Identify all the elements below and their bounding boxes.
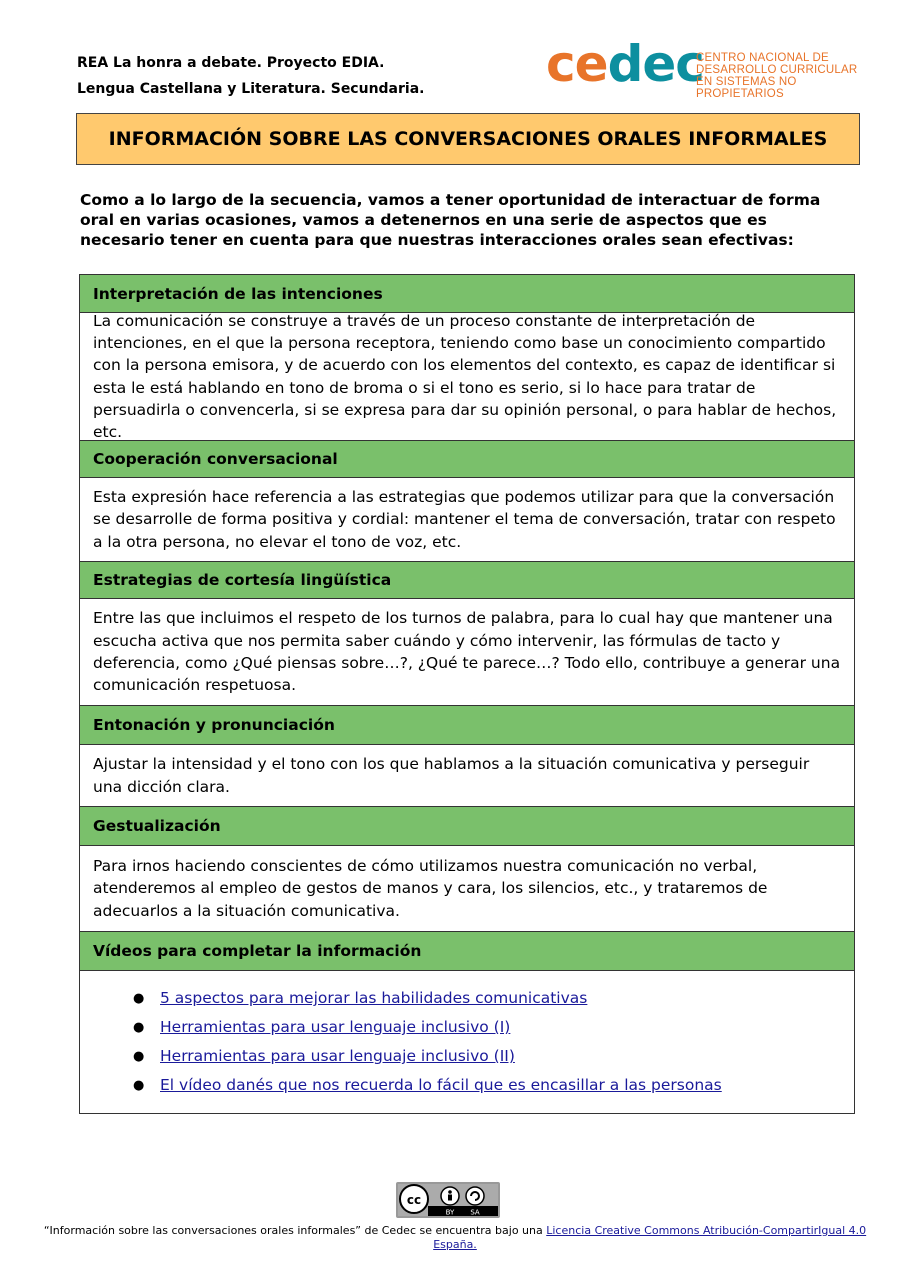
logo-word-part-2: dec	[607, 35, 704, 93]
section-heading: Entonación y pronunciación	[80, 706, 854, 745]
video-link-3[interactable]: Herramientas para usar lenguaje inclusivo (II)	[160, 1047, 515, 1065]
list-item	[133, 1013, 722, 1042]
section-heading: Estrategias de cortesía lingüística	[80, 562, 854, 599]
list-item	[133, 1071, 722, 1100]
section-body: Esta expresión hace referencia a las estrategias que podemos utilizar para que la conversación se desarrolle de forma positiva y cordial: mantener el tema de conversación, tratar con respeto a la otra persona, no elevar el tono de voz, etc.	[80, 478, 854, 562]
logo-subtitle-line-3: EN SISTEMAS NO PROPIETARIOS	[696, 76, 797, 100]
cc-by-sa-icon	[398, 1184, 498, 1216]
logo-word-part-1: ce	[546, 35, 608, 93]
section-heading: Cooperación conversacional	[80, 441, 854, 478]
intro-paragraph: Como a lo largo de la secuencia, vamos a tener oportunidad de interactuar de forma oral en varias ocasiones, vamos a detenernos en una serie de aspectos que es necesario tener en cuenta para que nuestras interacciones orales sean efectivas:	[80, 191, 821, 249]
section-heading: Interpretación de las intenciones	[80, 275, 854, 313]
video-link-4[interactable]: El vídeo danés que nos recuerda lo fácil que es encasillar a las personas	[160, 1076, 722, 1094]
logo-subtitle	[696, 52, 876, 100]
video-link-2[interactable]: Herramientas para usar lenguaje inclusivo (I)	[160, 1018, 511, 1036]
list-item	[133, 984, 722, 1013]
document-header	[77, 50, 424, 102]
info-table	[79, 274, 855, 1114]
logo-wordmark	[546, 34, 704, 94]
cedec-logo	[546, 35, 876, 100]
page-title: INFORMACIÓN SOBRE LAS CONVERSACIONES ORALES INFORMALES	[76, 113, 860, 165]
svg-text:cc: cc	[406, 1193, 422, 1207]
license-link[interactable]: Licencia Creative Commons Atribución-CompartirIgual 4.0 España.	[433, 1224, 867, 1251]
logo-subtitle-line-1: CENTRO NACIONAL DE	[696, 52, 829, 64]
cc-by-label: BY	[445, 1208, 455, 1216]
logo-subtitle-line-2: DESARROLLO CURRICULAR	[696, 64, 858, 76]
license-footer	[30, 1224, 880, 1252]
list-item	[133, 1042, 722, 1071]
section-body: Entre las que incluimos el respeto de los turnos de palabra, para lo cual hay que mantener una escucha activa que nos permita saber cuándo y cómo intervenir, las fórmulas de tacto y deferencia, como ¿Qué piensas sobre…?, ¿Qué te parece…? Todo ello, contribuye a generar una comunicación respetuosa.	[80, 599, 854, 706]
videos-heading: Vídeos para completar la información	[80, 932, 854, 971]
section-heading: Gestualización	[80, 807, 854, 846]
header-line-1: REA La honra a debate. Proyecto EDIA.	[77, 55, 385, 71]
header-line-2: Lengua Castellana y Literatura. Secundaria.	[77, 81, 425, 97]
section-body: Para irnos haciendo conscientes de cómo utilizamos nuestra comunicación no verbal, atenderemos al empleo de gestos de manos y cara, los silencios, etc., y trataremos de adecuarlos a la situación comunicativa.	[80, 846, 854, 932]
videos-body	[80, 971, 854, 1113]
video-link-list	[93, 984, 722, 1100]
section-body: La comunicación se construye a través de un proceso constante de interpretación de intenciones, en el que la persona receptora, teniendo como base un conocimiento compartido con la persona emisora, y de acuerdo con los elementos del contexto, es capaz de identificar si esta le está hablando en tono de broma o si el tono es serio, si lo hace para tratar de persuadirla o convencerla, si se expresa para dar su opinión personal, o para hablar de hechos, etc.	[80, 313, 854, 441]
license-text: “Información sobre las conversaciones orales informales” de Cedec se encuentra bajo una	[43, 1224, 543, 1237]
section-body: Ajustar la intensidad y el tono con los que hablamos a la situación comunicativa y perseguir una dicción clara.	[80, 745, 854, 807]
video-link-1[interactable]: 5 aspectos para mejorar las habilidades comunicativas	[160, 989, 588, 1007]
cc-sa-label: SA	[470, 1208, 480, 1216]
creative-commons-badge[interactable]	[396, 1182, 500, 1218]
